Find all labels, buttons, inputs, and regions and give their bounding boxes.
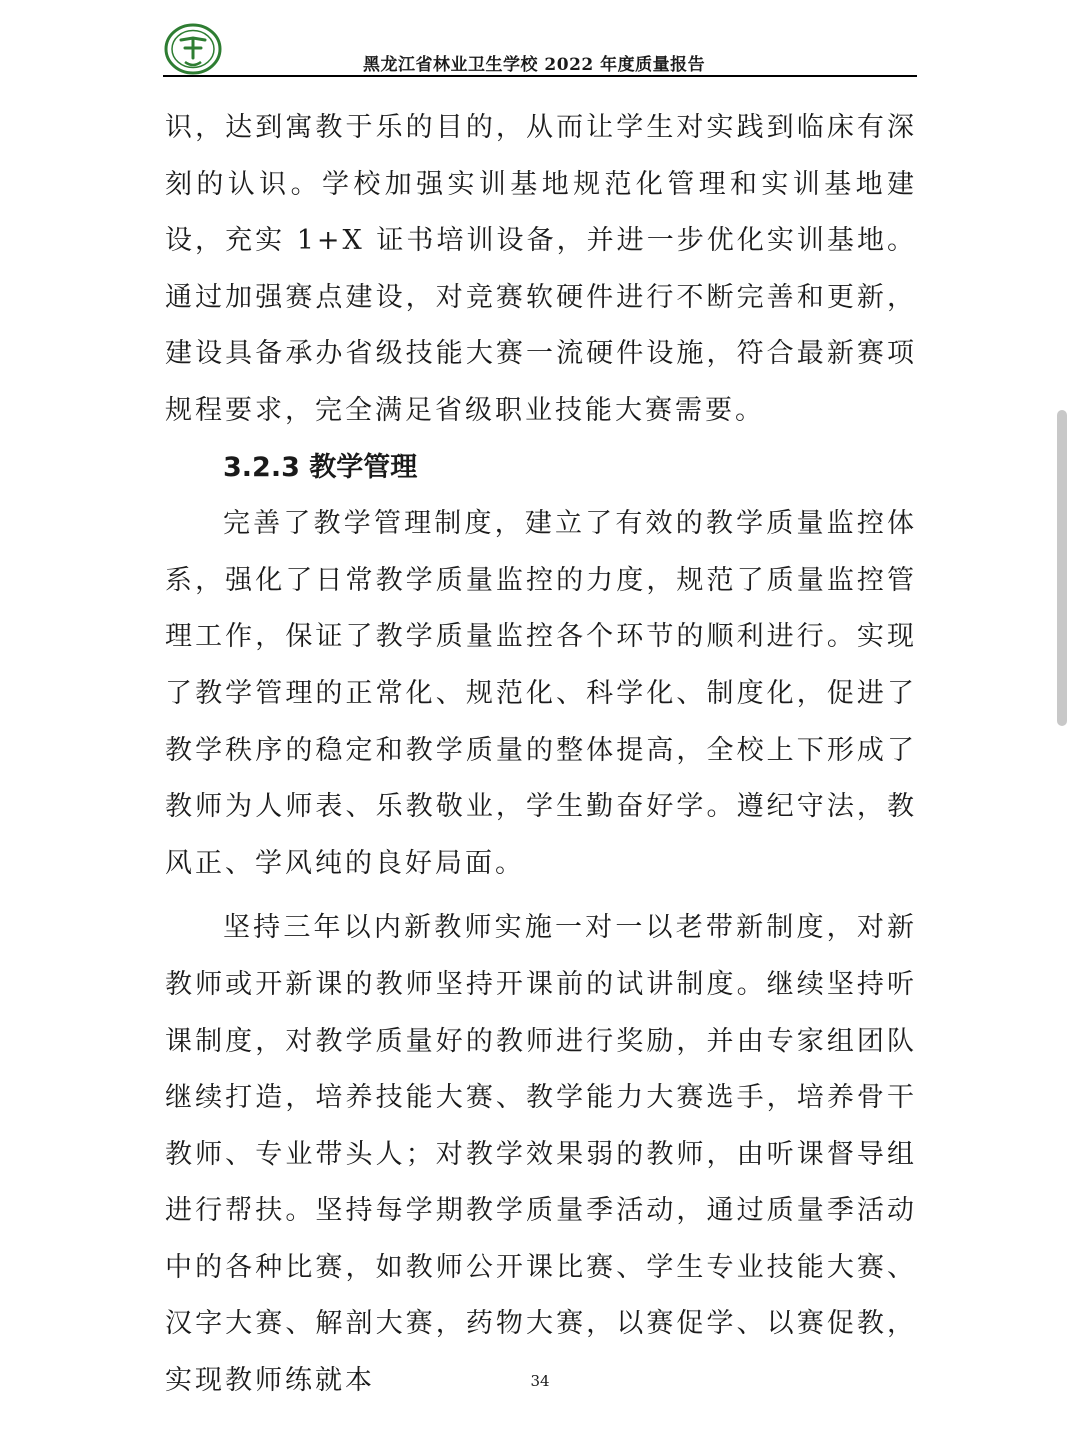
scrollbar-thumb[interactable] (1057, 410, 1067, 726)
page-number: 34 (530, 1372, 550, 1390)
report-title: 黑龙江省林业卫生学校 2022 年度质量报告 (363, 55, 706, 75)
section-heading: 3.2.3 教学管理 (223, 451, 418, 483)
page-header (163, 22, 917, 78)
header-divider (163, 75, 917, 77)
body-paragraph: 识，达到寓教于乐的目的，从而让学生对实践到临床有深刻的认识。学校加强实训基地规范化管理和实训基地建设，充实 1+X 证书培训设备，并进一步优化实训基地。通过加强赛点建设，对竞赛软硬件进行不断完善和更新，建设具备承办省级技能大赛一流硬件设施，符合最新赛项规程要求，完全满足省级职业技能大赛需要。 (165, 112, 917, 426)
school-emblem-icon (163, 22, 223, 76)
body-paragraph: 完善了教学管理制度，建立了有效的教学质量监控体系，强化了日常教学质量监控的力度，规范了质量监控管理工作，保证了教学质量监控各个环节的顺利进行。实现了教学管理的正常化、规范化、科学化、制度化，促进了教学秩序的稳定和教学质量的整体提高，全校上下形成了教师为人师表、乐教敬业，学生勤奋好学。遵纪守法，教风正、学风纯的良好局面。 (165, 508, 917, 879)
body-paragraph: 坚持三年以内新教师实施一对一以老带新制度，对新教师或开新课的教师坚持开课前的试讲制度。继续坚持听课制度，对教学质量好的教师进行奖励，并由专家组团队继续打造，培养技能大赛、教学能力大赛选手，培养骨干教师、专业带头人；对教学效果弱的教师，由听课督导组进行帮扶。坚持每学期教学质量季活动，通过质量季活动中的各种比赛，如教师公开课比赛、学生专业技能大赛、汉字大赛、解剖大赛，药物大赛，以赛促学、以赛促教，实现教师练就本 (165, 912, 917, 1397)
document-body (165, 100, 917, 1410)
